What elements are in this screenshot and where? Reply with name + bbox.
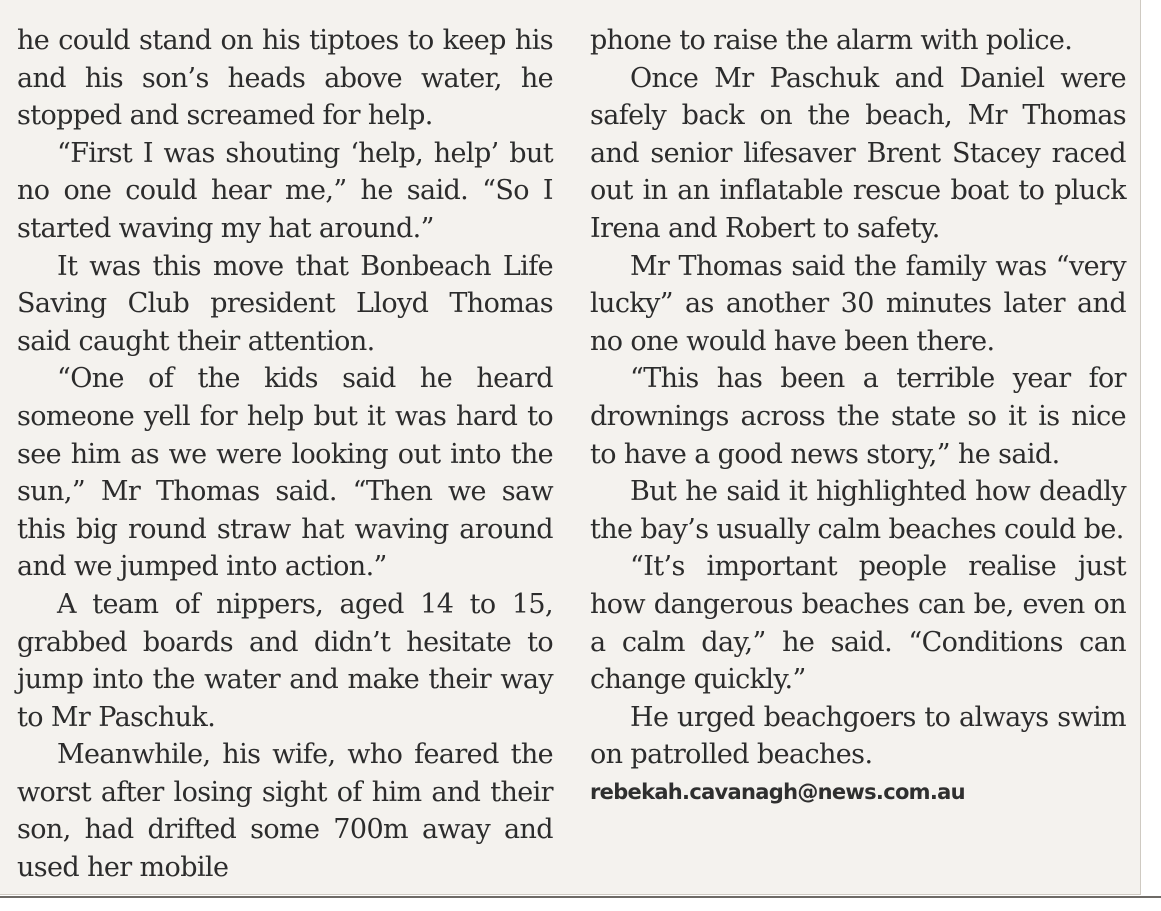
article-column-right xyxy=(590,22,1126,808)
paragraph: Mr Thomas said the family was “very lucky” as another 30 minutes later and no one would have been there. xyxy=(590,250,1126,357)
paragraph: It was this move that Bonbeach Life Saving Club president Lloyd Thomas said caught their attention. xyxy=(17,250,553,357)
byline-email: rebekah.cavanagh@news.com.au xyxy=(590,779,965,804)
paragraph: But he said it highlighted how deadly the bay’s usually calm beaches could be. xyxy=(590,476,1126,545)
paragraph: “It’s important people realise just how dangerous beaches can be, even on a calm day,” he said. “Conditions can change quickly.” xyxy=(590,551,1126,696)
paragraph: “First I was shouting ‘help, help’ but no one could hear me,” he said. “So I started waving my hat around.” xyxy=(17,137,553,244)
paragraph: he could stand on his tiptoes to keep his and his son’s heads above water, he stopped and screamed for help. xyxy=(17,25,553,132)
paragraph: Once Mr Paschuk and Daniel were safely back on the beach, Mr Thomas and senior lifesaver Brent Stacey raced out in an inflatable rescue boat to pluck Irena and Robert to safety. xyxy=(590,62,1126,244)
paragraph: “This has been a terrible year for drownings across the state so it is nice to have a good news story,” he said. xyxy=(590,363,1126,470)
paragraph: “One of the kids said he heard someone yell for help but it was hard to see him as we were looking out into the sun,” Mr Thomas said. “Then we saw this big round straw hat waving around and we jumped into action.” xyxy=(17,363,553,583)
paragraph: He urged beachgoers to always swim on patrolled beaches. xyxy=(590,701,1126,771)
paragraph: Meanwhile, his wife, who feared the worst after losing sight of him and their son, had drifted some 700m away and used her mobile xyxy=(17,739,553,884)
paragraph: phone to raise the alarm with police. xyxy=(590,25,1073,56)
article-column-left xyxy=(17,22,553,887)
paragraph: A team of nippers, aged 14 to 15, grabbed boards and didn’t hesitate to jump into the water and make their way to Mr Paschuk. xyxy=(17,588,553,733)
page-bottom-edge xyxy=(0,896,1161,911)
